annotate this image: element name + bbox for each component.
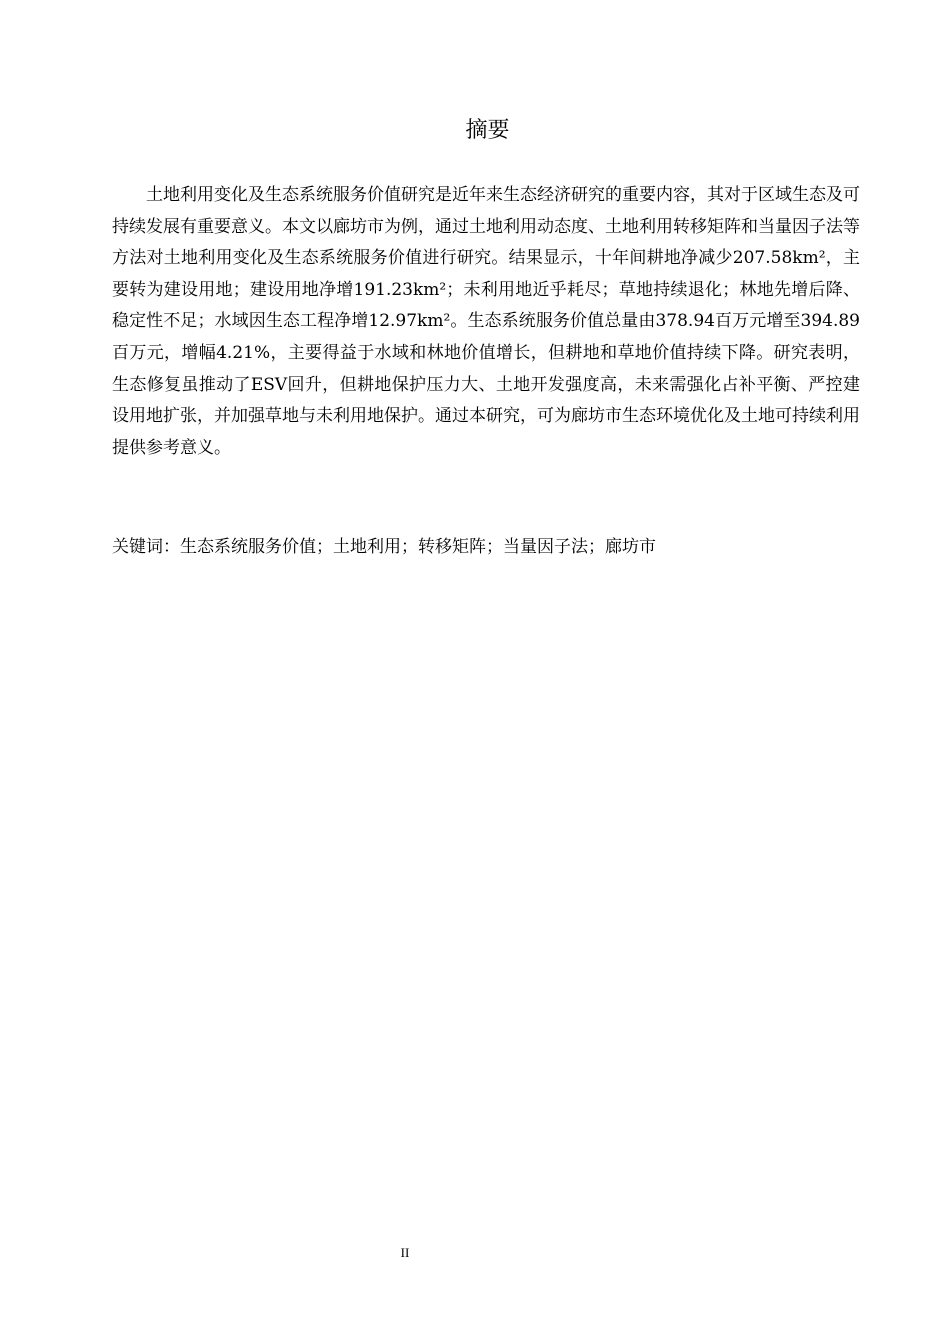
keywords-line [112,532,860,563]
keywords-text: 生态系统服务价值；土地利用；转移矩阵；当量因子法；廊坊市 [180,537,656,557]
abstract-paragraph: 土地利用变化及生态系统服务价值研究是近年来生态经济研究的重要内容，其对于区域生态及可持续发展有重要意义。本文以廊坊市为例，通过土地利用动态度、土地利用转移矩阵和当量因子法等方法对土地利用变化及生态系统服务价值进行研究。结果显示，十年间耕地净减少207.58km²，主要转为建设用地；建设用地净增191.23km²；未利用地近乎耗尽；草地持续退化；林地先增后降、稳定性不足；水域因生态工程净增12.97km²。生态系统服务价值总量由378.94百万元增至394.89百万元，增幅4.21%，主要得益于水域和林地价值增长，但耕地和草地价值持续下降。研究表明，生态修复虽推动了ESV回升，但耕地保护压力大、土地开发强度高，未来需强化占补平衡、严控建设用地扩张，并加强草地与未利用地保护。通过本研究，可为廊坊市生态环境优化及土地可持续利用提供参考意义。 [112,185,860,458]
page-number: II [400,1245,410,1260]
page-title: 摘要 [465,118,510,143]
keywords-label: 关键词： [112,537,180,557]
